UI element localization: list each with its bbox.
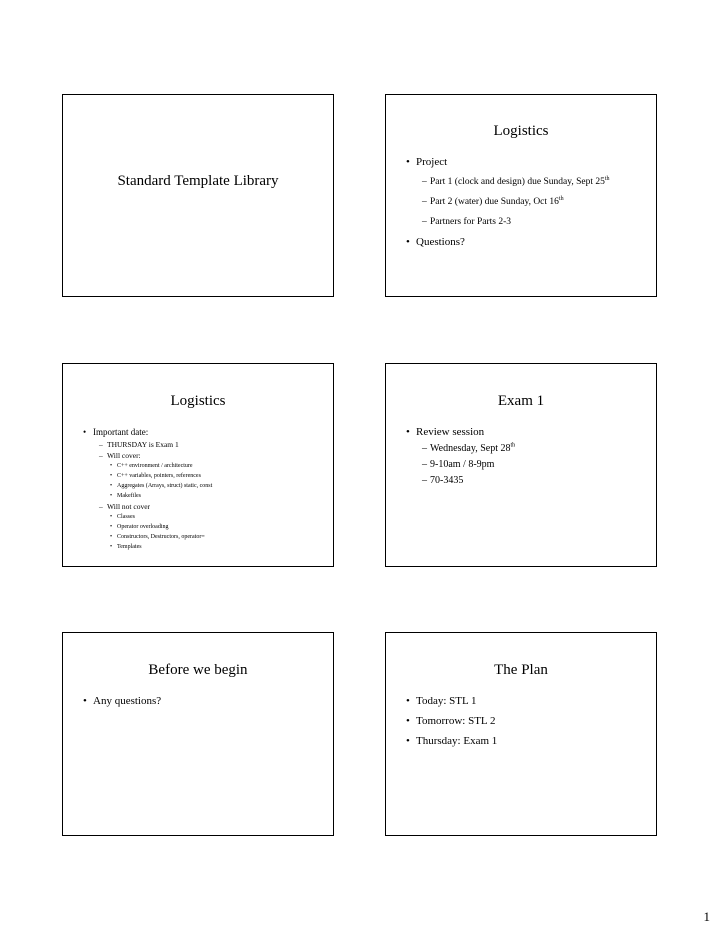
sub-bullet: – Will cover: — [63, 450, 333, 461]
slide-title: Standard Template Library — [117, 173, 279, 189]
sub-sub-bullet: • Makefiles — [63, 491, 333, 501]
bullet: • Important date: — [63, 426, 333, 439]
sub-bullet: – Part 1 (clock and design) due Sunday, Sept 25th — [386, 172, 656, 192]
sub-sub-bullet: • Constructors, Destructors, operator= — [63, 532, 333, 542]
slide-title: Logistics — [493, 123, 549, 139]
bullet: • Today: STL 1 — [386, 691, 656, 711]
sub-sub-bullet: • Operator overloading — [63, 522, 333, 532]
slide-title: The Plan — [494, 662, 548, 678]
sub-bullet: – Part 2 (water) due Sunday, Oct 16th — [386, 192, 656, 212]
slide-4 — [385, 363, 657, 567]
sub-bullet: – Partners for Parts 2-3 — [386, 212, 656, 232]
bullet: • Thursday: Exam 1 — [386, 731, 656, 751]
bullet: • Any questions? — [63, 691, 333, 711]
sub-bullet: – 70-3435 — [386, 473, 656, 489]
sub-sub-bullet: • C++ environment / architecture — [63, 461, 333, 471]
sub-bullet: – 9-10am / 8-9pm — [386, 457, 656, 473]
bullet: • Project — [386, 152, 656, 172]
slide-3 — [62, 363, 334, 567]
bullet: • Questions? — [386, 232, 656, 252]
page-number: 1 — [703, 909, 710, 924]
sub-bullet: – Wednesday, Sept 28th — [386, 441, 656, 457]
slide-title: Logistics — [170, 393, 226, 409]
slide-2 — [385, 94, 657, 297]
sub-sub-bullet: • C++ variables, pointers, references — [63, 471, 333, 481]
bullet: • Review session — [386, 423, 656, 441]
slide-body — [63, 691, 333, 711]
slide-title: Before we begin — [148, 662, 248, 678]
sub-bullet: – Will not cover — [63, 501, 333, 512]
bullet: • Tomorrow: STL 2 — [386, 711, 656, 731]
slide-6 — [385, 632, 657, 836]
slide-body — [386, 152, 656, 252]
slide-1 — [62, 94, 334, 297]
sub-sub-bullet: • Classes — [63, 512, 333, 522]
slide-5 — [62, 632, 334, 836]
slide-title: Exam 1 — [497, 393, 545, 409]
slide-body — [63, 426, 333, 552]
sub-bullet: – THURSDAY is Exam 1 — [63, 439, 333, 450]
sub-sub-bullet: • Templates — [63, 542, 333, 552]
slide-body — [386, 691, 656, 751]
slide-body — [386, 423, 656, 489]
sub-sub-bullet: • Aggregates (Arrays, struct) static, const — [63, 481, 333, 491]
